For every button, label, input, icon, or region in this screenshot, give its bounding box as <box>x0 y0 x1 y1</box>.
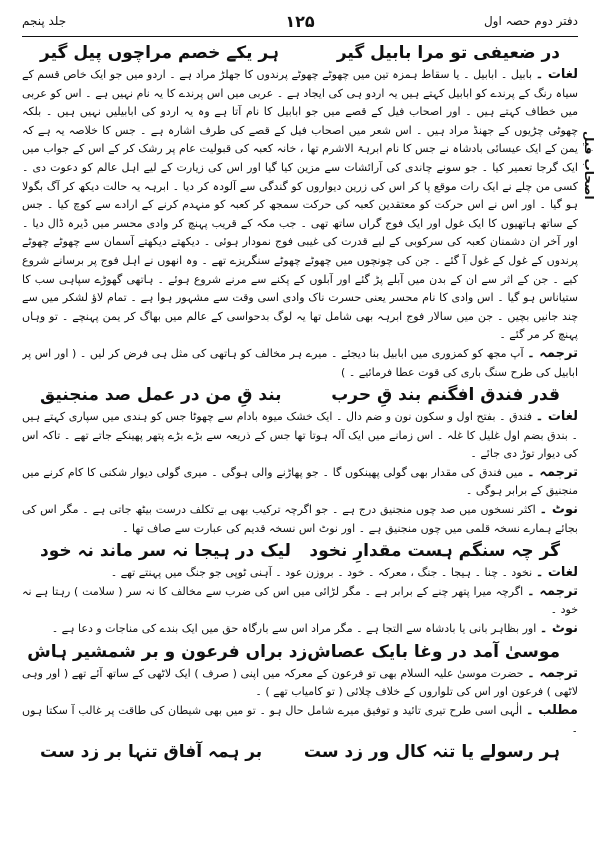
paragraph-2 <box>22 345 578 382</box>
paragraph-2-lead: ترجمہ ۔ <box>527 345 578 361</box>
paragraph-6 <box>22 564 578 583</box>
verse-3-first-hemistich: گر چہ سنگم ہست مقدارِ نخود <box>309 541 560 562</box>
verse-5 <box>22 739 578 765</box>
paragraph-10-lead: مطلب ۔ <box>525 702 578 718</box>
paragraph-3 <box>22 408 578 464</box>
paragraph-6-text: نخود ۔ چنا ۔ ہیجا ۔ جنگ ، معرکہ ۔ خود ۔ بروزن عود ۔ آہنی ٹوپی جو جنگ میں پہنتے تھے ۔ <box>110 566 533 580</box>
paragraph-7 <box>22 583 578 620</box>
paragraph-9-lead: ترجمہ ۔ <box>527 665 578 681</box>
verse-5-first-hemistich: ہر رسولے یا تنہ کال ور زد ست <box>303 742 560 762</box>
verse-4 <box>22 639 578 665</box>
verse-5-second-hemistich: بر ہمہ آفاق تنہا بر زد ست <box>40 742 263 762</box>
paragraph-6-lead: لغات ۔ <box>535 565 578 581</box>
paragraph-8 <box>22 620 578 639</box>
paragraph-10 <box>22 702 578 739</box>
verse-4-first-hemistich: موسیٰ آمد در وغا بایک عصاش <box>307 641 560 662</box>
paragraph-8-lead: نوٹ ۔ <box>539 621 578 637</box>
paragraph-4 <box>22 464 578 501</box>
paragraph-1-text: بابیل ۔ ابابیل ۔ یا سقاط ہمزہ تین میں چھوٹے چھوٹے پرندوں کا جھلڑ مراد ہے ۔ اردو میں جو ایک خاص قسم کے سیاہ رنگ کے پرندے کو ابابیل کہتے ہیں یہ اردو ہی کی ایجاد ہے ۔ عربی میں اس پرندے کا یہ نام نہیں ہے ۔ اس کو عربی میں خطاف کہتے ہیں ۔ اور اصحاب فیل کے قصے میں جو ابابیل کا نام آتا ہے وہ یہ اردو کی ابابیلیں نہیں ہیں ۔ بلکہ چھوٹی چڑیوں کے جھنڈ مراد ہیں ۔ اس شعر میں اصحاب فیل کے قصے کی طرف اشارہ ہے ۔ جس کا خلاصہ یہ ہے کہ یمن کے ایک عیسائی بادشاہ نے جس کا نام ابرہۃ الاشرم تھا ، خانہ کعبہ کی قبولیت عام پر رشک کر کے اس کے جواب میں ایک گرجا تعمیر کیا ۔ جو سونے چاندی کی آرائشات سے مزین کیا گیا اور اس کی زیارت کے لیے اہل عالم کو دعوت دی ۔ کسی من چلے نے ایک رات موقع پا کر اس کی زرین دیواروں کو گندگی سے آلودہ کر دیا ۔ ابرہہ یہ حالت دیکھ کر آگ بگولا ہو گیا ۔ اور اس نے اس حرکت کو معتقدین کعبہ کی حرکت سمجھ کر کعبہ کو منہدم کرنے کے ارادے سے کوچ کیا ۔ جس کے ساتھ ہاتھیوں کا ایک غول اور ایک فوج گراں ساتھ تھی ۔ جب مکہ کے قریب پہنچ کر وادی محسر میں ڈیرہ ڈال دیا ۔ اور آخر ان دشمنان کعبہ کی سرکوبی کے لیے قدرت کی غیبی فوج نمودار ہوئی ۔ دیکھتے دیکھتے آسمان سے چھوٹے چھوٹے پرندوں کے غول کے غول آ گئے ۔ جن کی چونچوں میں چھوٹے چھوٹے سنگریزے تھے ۔ وہ انھوں نے اہل فوج پر برسانے شروع کیے ۔ جن کے اثر سے ان کے بدن میں آبلے پڑ گئے اور آبلوں کے پکنے سے مرنے شروع ہوئے ۔ ہاتھی گھوڑے سپاہی سب کا ستیاناس ہو گیا ۔ اس وادی کا نام محسر یعنی حسرت ناک وادی اسی وقت سے مشہور ہوا ہے ۔ تمام لاؤ لشکر میں سے چند جانیں بچیں ۔ جن میں سالار فوج ابرہہ بھی شامل تھا یہ لوگ بدحواسی کے عالم میں بھاگ کر یمن پہنچے ۔ تو وہاں پہنچ کر مر گئے ۔ <box>22 68 578 342</box>
paragraph-1 <box>22 66 578 345</box>
paragraph-8-text: اور بظاہر بانی یا بادشاہ سے التجا ہے ۔ مگر مراد اس سے بارگاہ حق میں ایک بندے کی مناجات و دعا ہے ۔ <box>51 622 537 636</box>
book-section-label: دفتر دوم حصہ اول <box>483 14 578 28</box>
marginal-note: اصحاب فیل <box>582 130 596 200</box>
volume-label: جلد پنجم <box>22 14 67 28</box>
paragraph-5-text: اکثر نسخوں میں صد چوں منجنیق درج ہے ۔ جو اگرچہ ترکیب بھی بے تکلف درست بیٹھ جاتی ہے ۔ مگر اس کی بجائے ہمارے نسخہ قلمی میں چوں منجنیق ہے ۔ اور نوٹ اس نسخہ قدیم کی عبارت سے صاف تھا ۔ <box>22 503 578 535</box>
verse-2-second-hemistich: بند قِ من در عمل صد منجنیق <box>40 385 282 406</box>
page-number: ۱۲۵ <box>285 11 315 31</box>
paragraph-7-text: اگرچہ میرا پتھر چنے کے برابر ہے ۔ مگر لڑائی میں اس کی ضرب سے مخالف کا نہ سر ( سلامت ) رہتا ہے نہ خود ۔ <box>22 584 578 617</box>
paragraph-9-text: حضرت موسیٰ علیہ السلام بھی تو فرعون کے معرکہ میں اپنی ( صرف ) ایک لاٹھی کے ساتھ آئے تھے ( اور وہی لاٹھی ) فرعون اور اس کی تلواروں کے خلاف چلائی ( تو کامیاب تھے ) ۔ <box>22 666 578 699</box>
verse-3 <box>22 538 578 564</box>
page-body <box>22 40 578 837</box>
paragraph-2-text: آپ مجھ کو کمزوری میں ابابیل بنا دیجئے ۔ میرے ہر مخالف کو ہاتھی کی مثل ہی فرض کر لیں ۔ ( اور اس پر ابابیل کی طرح سنگ باری کی قوت عطا فرمائیے ۔ ) <box>22 346 578 379</box>
verse-1-second-hemistich: ہر یکے خصم مراچوں پیل گیر <box>40 43 279 63</box>
verse-1-first-hemistich: در ضعیفی تو مرا بابیل گیر <box>336 43 560 63</box>
header-rule <box>22 36 578 37</box>
paragraph-5 <box>22 501 578 538</box>
verse-3-second-hemistich: لیک در ہیجا نہ سر ماند نہ خود <box>40 541 291 562</box>
paragraph-7-lead: ترجمہ ۔ <box>526 583 578 599</box>
paragraph-10-text: الٰہی اسی طرح تیری تائید و توفیق میرے شامل حال ہو ۔ تو میں بھی شیطان کی طاقت پر غالب آ سکتا ہوں ۔ <box>22 703 578 736</box>
paragraph-1-lead: لغات ۔ <box>535 67 578 82</box>
paragraph-3-text: فندق ۔ بفتح اول و سکون نون و ضم دال ۔ ایک خشک میوہ بادام سے چھوٹا جس کو ہندی میں سپاری کہتے ہیں ۔ بندق بضم اول غلیل کا غلہ ۔ اس زمانے میں ایک آلہ ہوتا تھا جس کے ذریعہ سے بڑے بڑے پتھر پھینکے جاتے تھے ۔ تاکہ اس کی دیوار توڑ دی جائے ۔ <box>22 410 578 461</box>
paragraph-9 <box>22 665 578 702</box>
page-header <box>22 6 578 36</box>
paragraph-4-text: میں فندق کی مقدار بھی گولی پھینکوں گا ۔ جو پھاڑنے والی ہوگی ۔ میری گولی دیوار شکنی کا کام کرنے میں منجنیق کے برابر ہوگی ۔ <box>22 465 578 498</box>
paragraph-3-lead: لغات ۔ <box>535 409 578 425</box>
paragraph-5-lead: نوٹ ۔ <box>539 502 578 518</box>
verse-1 <box>22 40 578 66</box>
verse-4-second-hemistich: زد براں فرعون و بر شمشیر ہاش <box>27 641 308 662</box>
verse-2-first-hemistich: قدر فندق افگنم بند قِ حرب <box>331 385 560 406</box>
verse-2 <box>22 382 578 408</box>
paragraph-4-lead: ترجمہ ۔ <box>526 464 578 480</box>
